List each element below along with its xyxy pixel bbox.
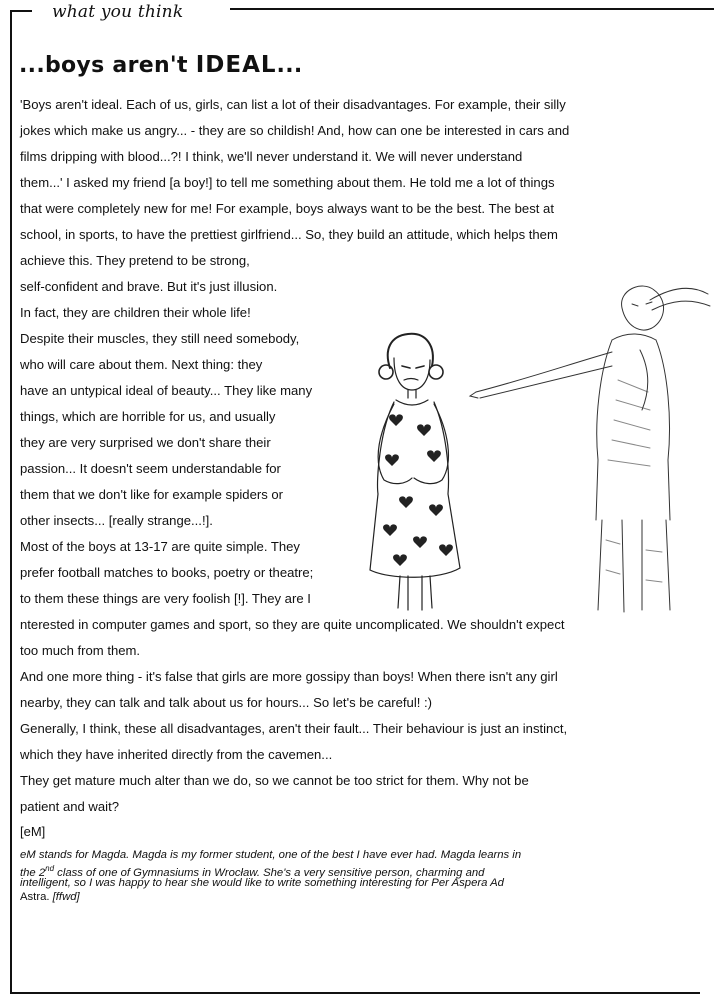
body-line: to them these things are very foolish [!]. They are I <box>20 591 311 606</box>
body-line: achieve this. They pretend to be strong, <box>20 253 250 268</box>
body-line: school, in sports, to have the prettiest girlfriend... So, they build an attitude, which helps them <box>20 227 558 242</box>
body-line: 'Boys aren't ideal. Each of us, girls, can list a lot of their disadvantages. For example, their silly <box>20 97 566 112</box>
body-line: self-confident and brave. But it's just illusion. <box>20 279 278 294</box>
body-line: they are very surprised we don't share their <box>20 435 271 450</box>
body-line: passion... It doesn't seem understandable for <box>20 461 281 476</box>
footnote-line: Astra. [ffwd] <box>20 891 80 903</box>
footnote-line: intelligent, so I was happy to hear she would like to write something interesting for Per Aspera Ad <box>20 877 504 889</box>
headline-prefix: ...boys aren't <box>19 53 196 78</box>
body-line: who will care about them. Next thing: they <box>20 357 263 372</box>
body-line: them that we don't like for example spiders or <box>20 487 284 502</box>
body-line: In fact, they are children their whole life! <box>20 305 251 320</box>
headline-emphasis: IDEAL <box>195 52 277 78</box>
body-line: Despite their muscles, they still need somebody, <box>20 331 300 346</box>
section-label: what you think <box>52 2 184 22</box>
body-line: films dripping with blood...?! I think, we'll never understand it. We will never understand <box>20 149 523 164</box>
body-line: which they have inherited directly from the cavemen... <box>20 747 333 762</box>
frame-left-rule <box>10 10 12 994</box>
body-line: nearby, they can talk and talk about us for hours... So let's be careful! :) <box>20 695 433 710</box>
body-line: prefer football matches to books, poetry or theatre; <box>20 565 314 580</box>
footnote-line: eM stands for Magda. Magda is my former student, one of the best I have ever had. Magda learns in <box>20 849 522 861</box>
body-line: nterested in computer games and sport, so they are quite uncomplicated. We shouldn't expect <box>20 617 565 632</box>
article-headline <box>19 52 303 78</box>
body-line: have an untypical ideal of beauty... They like many <box>20 383 313 398</box>
body-line: Generally, I think, these all disadvantages, aren't their fault... Their behaviour is just an instinct, <box>20 721 568 736</box>
body-line: They get mature much alter than we do, so we cannot be too strict for them. Why not be <box>20 773 529 788</box>
body-line: And one more thing - it's false that girls are more gossipy than boys! When there isn't any girl <box>20 669 558 684</box>
headline-suffix: ... <box>276 53 303 78</box>
author-signature: [eM] <box>20 824 46 839</box>
girl-sketch <box>370 334 460 610</box>
illustration <box>350 280 715 620</box>
frame-top-left-rule <box>10 10 32 12</box>
body-line: that were completely new for me! For example, boys always want to be the best. The best at <box>20 201 554 216</box>
body-line: jokes which make us angry... - they are so childish! And, how can one be interested in cars and <box>20 123 570 138</box>
frame-top-right-rule <box>230 8 714 10</box>
body-line: them...' I asked my friend [a boy!] to tell me something about them. He told me a lot of things <box>20 175 555 190</box>
body-line: things, which are horrible for us, and usually <box>20 409 276 424</box>
body-line: too much from them. <box>20 643 141 658</box>
boy-sketch <box>470 286 710 612</box>
body-line: Most of the boys at 13-17 are quite simple. They <box>20 539 300 554</box>
body-line: other insects... [really strange...!]. <box>20 513 213 528</box>
body-line: patient and wait? <box>20 799 120 814</box>
frame-bottom-rule <box>10 992 700 994</box>
footnote-line: the 2nd class of one of Gymnasiums in Wrocław. She's a very sensitive person, charming and <box>20 864 485 879</box>
